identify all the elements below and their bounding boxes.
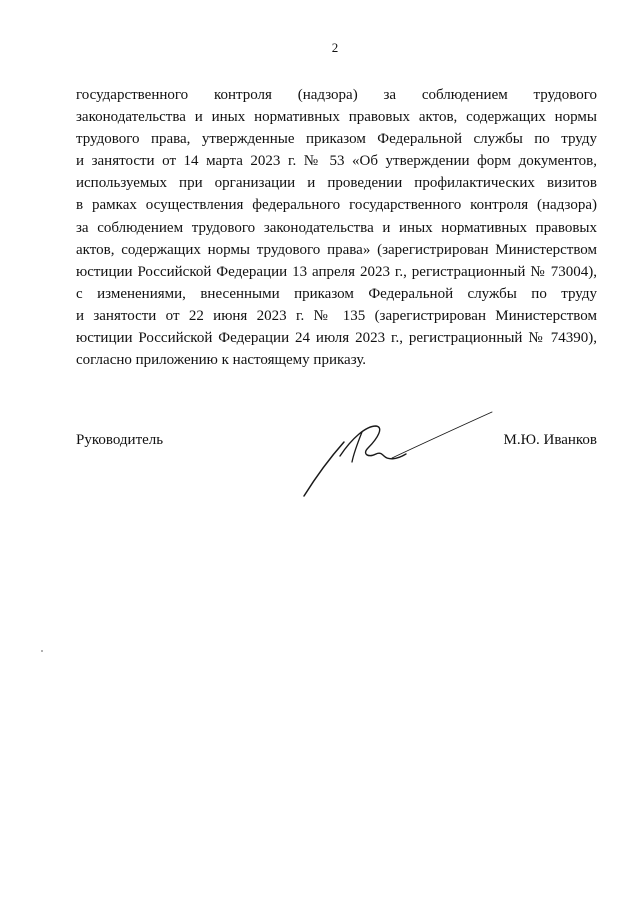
signature-stroke-loop [340,426,406,459]
handwritten-signature [296,404,496,500]
signature-stroke-tail [392,412,492,458]
body-line-13: согласно приложению к настоящему приказу. [76,352,367,369]
body-line-2: законодательства и иных нормативных правовых актов, содержащих нормы [76,109,597,126]
position-title: Руководитель [76,432,164,448]
body-line-4: и занятости от 14 марта 2023 г. № 53 «Об утверждении форм документов, [76,153,597,170]
body-line-11: и занятости от 22 июня 2023 г. № 135 (зарегистрирован Министерством [76,307,597,324]
signer-name: М.Ю. Иванков [503,432,597,448]
body-line-1: государственного контроля (надзора) за соблюдением трудового [76,87,597,103]
body-paragraph [76,84,597,371]
body-line-9: юстиции Российской Федерации 13 апреля 2023 г., регистрационный № 73004), [76,263,597,280]
body-line-7: за соблюдением трудового законодательства и иных нормативных правовых [76,219,597,236]
body-line-5: используемых при организации и проведении профилактических визитов [76,175,597,192]
body-line-12: юстиции Российской Федерации 24 июля 2023 г., регистрационный № 74390), [76,330,597,347]
body-line-10: с изменениями, внесенными приказом Федеральной службы по труду [76,285,597,302]
body-line-8: актов, содержащих нормы трудового права» (зарегистрирован Министерством [76,241,597,258]
page-number: 2 [331,40,339,55]
signature-stroke-main [304,442,344,496]
scan-speck [41,650,43,652]
body-line-3: трудового права, утвержденные приказом Федеральной службы по труду [76,131,597,148]
body-line-6: в рамках осуществления федерального государственного контроля (надзора) [76,197,597,214]
